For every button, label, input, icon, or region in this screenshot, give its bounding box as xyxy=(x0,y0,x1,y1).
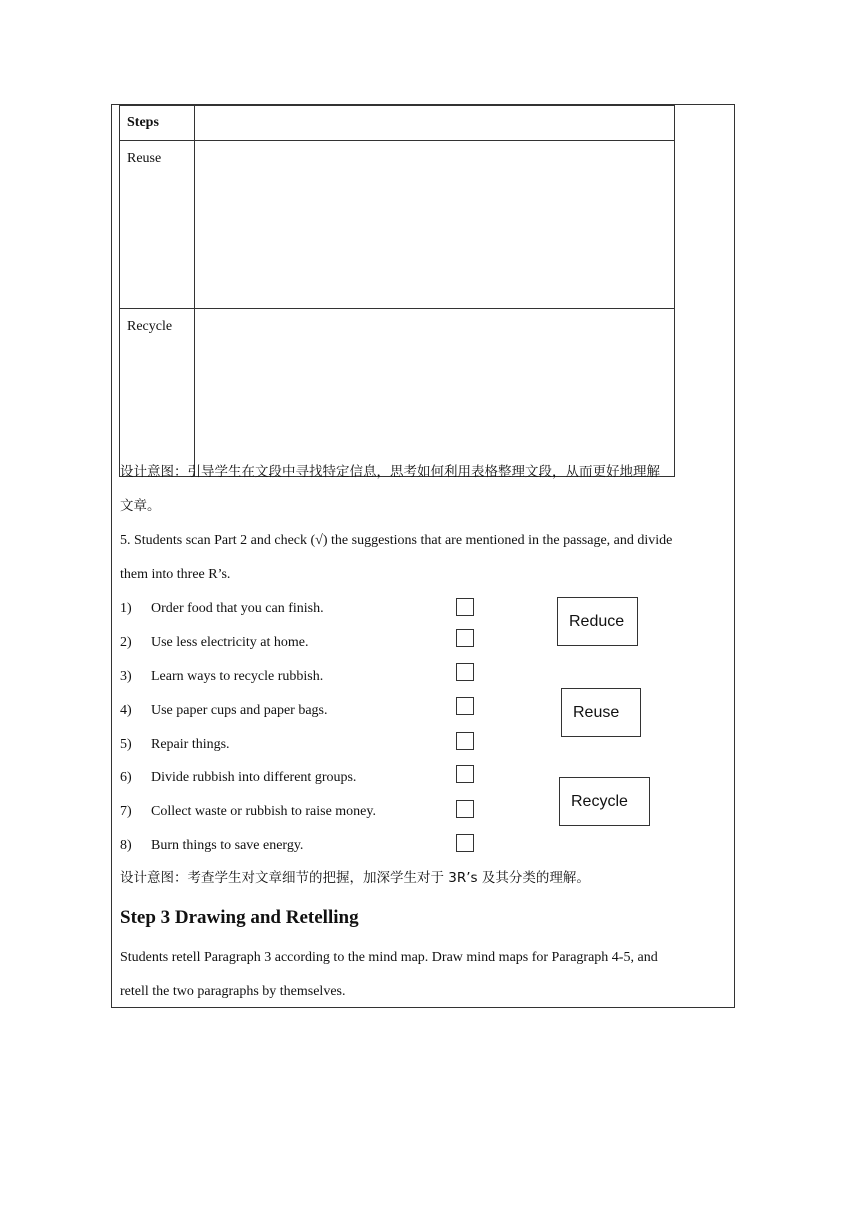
list-item: Divide rubbish into different groups. xyxy=(151,770,357,785)
list-item: Use paper cups and paper bags. xyxy=(151,703,328,718)
steps-table xyxy=(119,105,675,477)
category-box-reuse[interactable]: Reuse xyxy=(561,688,641,737)
table-header-steps: Steps xyxy=(120,106,195,141)
list-item-number: 4) xyxy=(120,703,132,718)
list-item: Use less electricity at home. xyxy=(151,635,309,650)
list-item-number: 7) xyxy=(120,804,132,819)
table-row-recycle-label: Recycle xyxy=(120,309,195,477)
table-row-recycle-cell[interactable] xyxy=(195,309,675,477)
category-box-recycle[interactable]: Recycle xyxy=(559,777,650,826)
list-item-number: 1) xyxy=(120,601,132,616)
list-item-number: 2) xyxy=(120,635,132,650)
checkbox-item-7[interactable] xyxy=(456,800,474,818)
list-item: Learn ways to recycle rubbish. xyxy=(151,669,324,684)
category-box-reduce[interactable]: Reduce xyxy=(557,597,638,646)
list-item: Repair things. xyxy=(151,737,230,752)
task5-line2: them into three R’s. xyxy=(120,567,231,582)
step3-heading: Step 3 Drawing and Retelling xyxy=(120,907,359,928)
table-row-reuse-label: Reuse xyxy=(120,141,195,309)
list-item: Order food that you can finish. xyxy=(151,601,324,616)
table-header-blank xyxy=(195,106,675,141)
list-item-number: 3) xyxy=(120,669,132,684)
design-intent-1-line2: 文章。 xyxy=(120,498,161,514)
step3-line2: retell the two paragraphs by themselves. xyxy=(120,984,346,999)
table-row-reuse-cell[interactable] xyxy=(195,141,675,309)
task5-line1: 5. Students scan Part 2 and check (√) the suggestions that are mentioned in the passage, and divide xyxy=(120,533,673,548)
checkbox-item-5[interactable] xyxy=(456,732,474,750)
checkbox-item-2[interactable] xyxy=(456,629,474,647)
checkbox-item-6[interactable] xyxy=(456,765,474,783)
list-item: Burn things to save energy. xyxy=(151,838,304,853)
list-item: Collect waste or rubbish to raise money. xyxy=(151,804,376,819)
list-item-number: 8) xyxy=(120,838,132,853)
checkbox-item-3[interactable] xyxy=(456,663,474,681)
checkbox-item-8[interactable] xyxy=(456,834,474,852)
list-item-number: 6) xyxy=(120,770,132,785)
design-intent-2: 设计意图：考查学生对文章细节的把握，加深学生对于 3R’s 及其分类的理解。 xyxy=(120,870,590,886)
design-intent-1-line1: 设计意图：引导学生在文段中寻找特定信息，思考如何利用表格整理文段，从而更好地理解 xyxy=(120,464,660,480)
checkbox-item-1[interactable] xyxy=(456,598,474,616)
list-item-number: 5) xyxy=(120,737,132,752)
checkbox-item-4[interactable] xyxy=(456,697,474,715)
step3-line1: Students retell Paragraph 3 according to the mind map. Draw mind maps for Paragraph 4-5, and xyxy=(120,950,658,965)
